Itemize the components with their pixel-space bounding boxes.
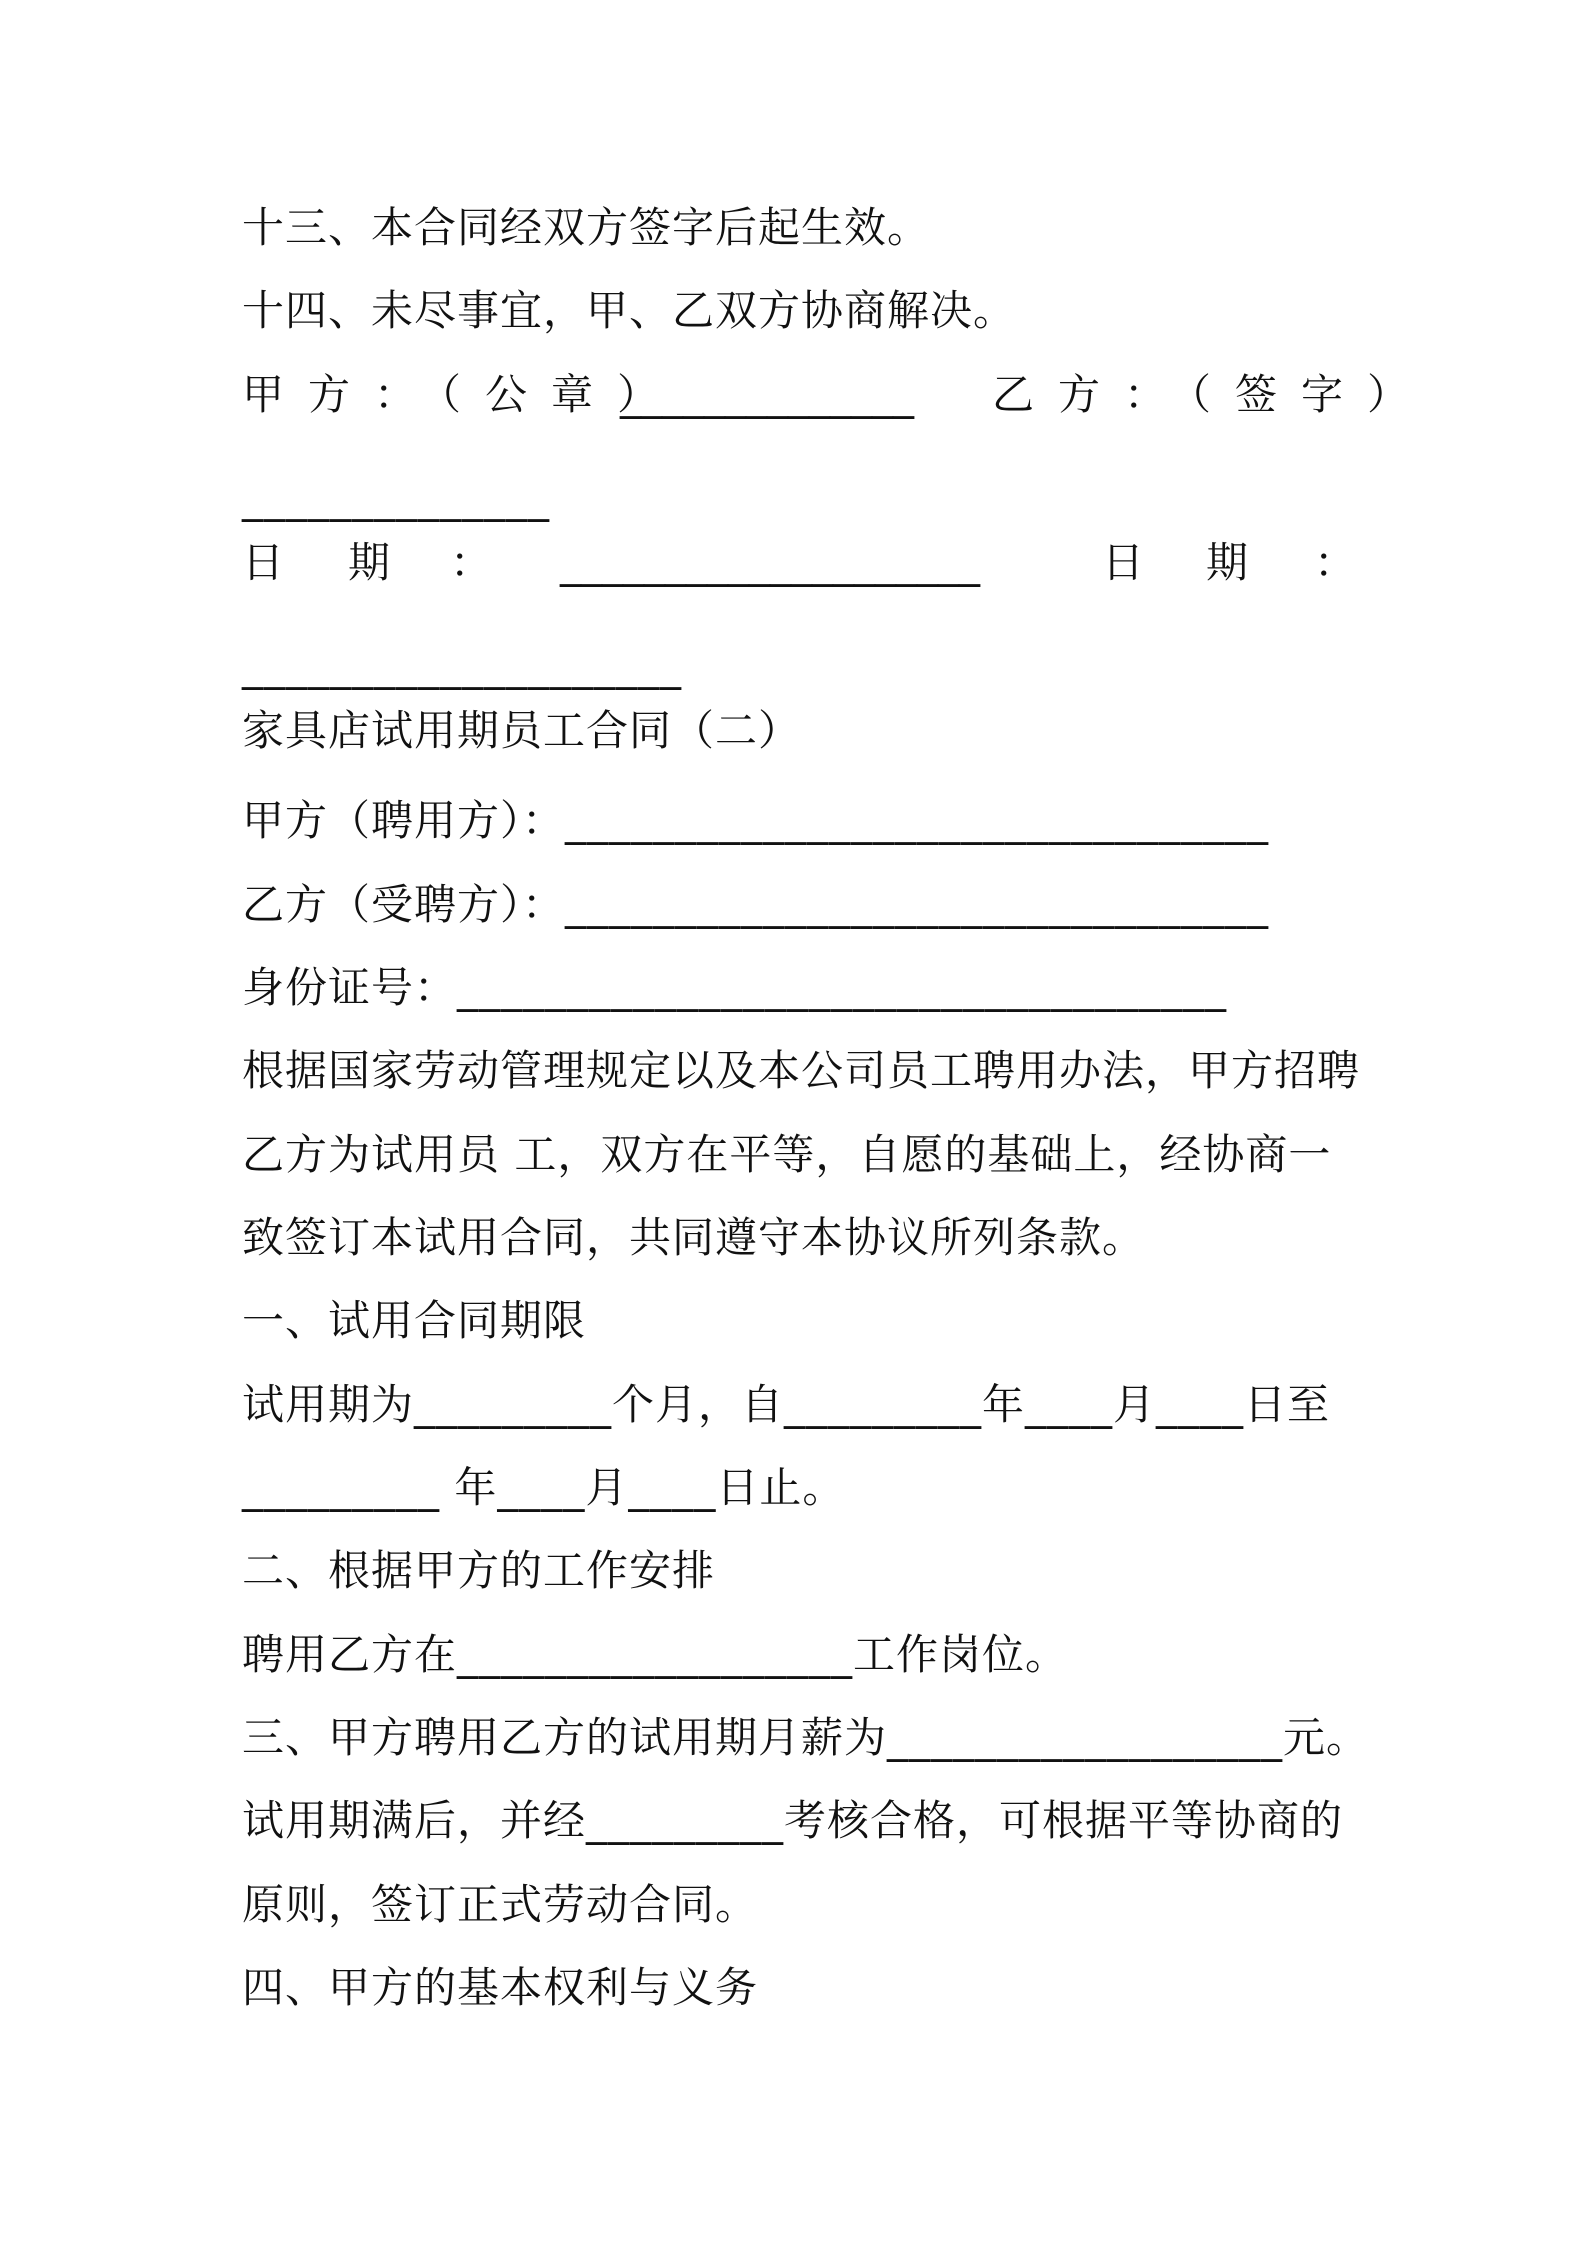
- preamble-line-2: 乙方为试用员 工，双方在平等，自愿的基础上，经协商一: [242, 1130, 1332, 1179]
- date-b-label-2: 期: [1206, 538, 1249, 587]
- clause-13: 十三、本合同经双方签字后起生效。: [242, 203, 931, 252]
- employee-field: 乙方（受聘方）：________________________________: [242, 880, 1270, 929]
- clause-14: 十四、未尽事宜，甲、乙双方协商解决。: [242, 286, 1017, 335]
- date-a-colon: ：: [450, 538, 493, 587]
- party-b-sign-blank: ______________: [242, 473, 550, 522]
- probation-period-line-1: 试用期为_________个月，自_________年____月____日至: [242, 1380, 1331, 1429]
- date-a-label-2: 期: [348, 538, 391, 587]
- employer-field: 甲方（聘用方）：________________________________: [242, 796, 1270, 845]
- party-b-sign-label: 乙方：（签字）: [992, 370, 1434, 419]
- date-b-blank: ____________________: [242, 641, 682, 690]
- preamble-line-1: 根据国家劳动管理规定以及本公司员工聘用办法，甲方招聘: [242, 1046, 1361, 1095]
- assessment-line-1: 试用期满后，并经_________考核合格，可根据平等协商的: [242, 1796, 1344, 1845]
- date-b-colon: ：: [1314, 538, 1357, 587]
- section-3-salary: 三、甲方聘用乙方的试用期月薪为__________________元。: [242, 1713, 1370, 1762]
- preamble-line-3: 致签订本试用合同，共同遵守本协议所列条款。: [242, 1213, 1146, 1262]
- date-b-label-1: 日: [1102, 538, 1145, 587]
- probation-period-line-2: _________ 年____月____日止。: [242, 1463, 846, 1512]
- position-line: 聘用乙方在__________________工作岗位。: [242, 1630, 1069, 1679]
- party-a-seal-label: 甲方：（公章）: [242, 370, 684, 419]
- party-a-seal-blank: ______________: [620, 370, 914, 419]
- date-a-label-1: 日: [242, 538, 285, 587]
- section-1-heading: 一、试用合同期限: [242, 1296, 587, 1345]
- section-2-heading: 二、根据甲方的工作安排: [242, 1546, 716, 1595]
- assessment-line-2: 原则，签订正式劳动合同。: [242, 1880, 759, 1929]
- contract-title-2: 家具店试用期员工合同（二）: [242, 706, 802, 755]
- section-4-heading: 四、甲方的基本权利与义务: [242, 1963, 759, 2012]
- date-a-blank: ____________________: [560, 538, 980, 587]
- id-number-field: 身份证号：___________________________________: [242, 963, 1228, 1012]
